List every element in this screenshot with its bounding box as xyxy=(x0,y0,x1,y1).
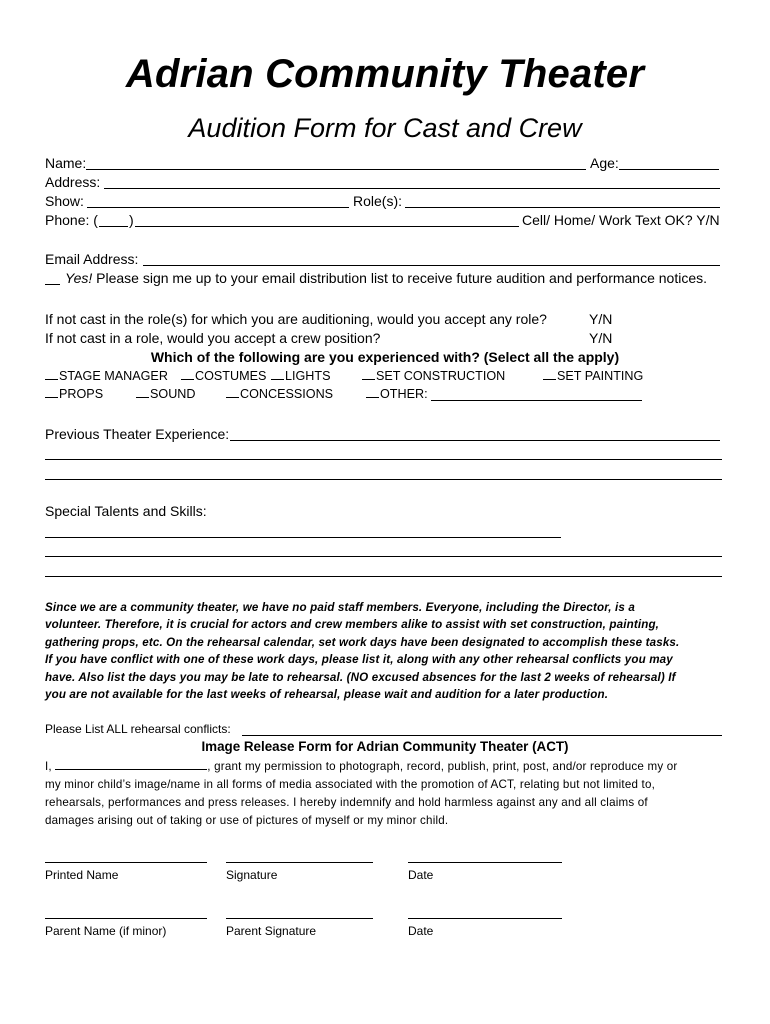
roles-label: Role(s): xyxy=(353,193,403,209)
special-talents-line-1[interactable] xyxy=(45,537,561,538)
phone-area-code-field[interactable] xyxy=(99,226,128,227)
experience-heading: Which of the following are you experienced with? (Select all the apply) xyxy=(150,349,620,365)
email-optin-checkbox[interactable] xyxy=(45,284,60,285)
option-concessions-label: CONCESSIONS xyxy=(240,387,334,401)
special-talents-line-3[interactable] xyxy=(45,576,722,577)
release-line-4: damages arising out of taking or use of pictures of myself or my minor child. xyxy=(45,814,449,827)
email-optin-text: Please sign me up to your email distribution list to receive future audition and performance notices. xyxy=(96,270,708,286)
option-other-label: OTHER: xyxy=(380,387,428,401)
phone-type-label: Cell/ Home/ Work Text OK? Y/N xyxy=(522,212,720,228)
previous-experience-line-2[interactable] xyxy=(45,459,722,460)
page-title: Adrian Community Theater xyxy=(125,52,645,96)
previous-experience-line-1[interactable] xyxy=(230,440,720,441)
release-i-label: I, xyxy=(45,760,52,773)
notice-line-2: volunteer. Therefore, it is crucial for actors and crew members alike to assist with set construction, painting, xyxy=(45,618,660,632)
address-label: Address: xyxy=(45,174,101,190)
option-sound[interactable] xyxy=(136,387,195,401)
special-talents-line-2[interactable] xyxy=(45,556,722,557)
option-set-construction[interactable] xyxy=(362,369,505,383)
email-label: Email Address: xyxy=(45,251,139,267)
name-label: Name: xyxy=(45,155,87,171)
parent-signature-field[interactable] xyxy=(226,918,373,919)
roles-field[interactable] xyxy=(405,207,720,208)
option-costumes[interactable] xyxy=(181,369,266,383)
parent-name-label: Parent Name (if minor) xyxy=(45,924,167,938)
volunteer-notice xyxy=(45,599,725,703)
age-field[interactable] xyxy=(619,169,719,170)
signature-field[interactable] xyxy=(226,862,373,863)
option-props-label: PROPS xyxy=(59,387,104,401)
email-optin xyxy=(65,270,707,286)
option-other-field[interactable] xyxy=(431,400,642,401)
notice-line-4: If you have conflict with one of these work days, please list it, along with any other rehearsal conflicts you may xyxy=(45,653,673,667)
parent-signature-label: Parent Signature xyxy=(226,924,317,938)
release-line-3: rehearsals, performances and press releases. I hereby indemnify and hold harmless against any and all claims of xyxy=(45,796,648,809)
notice-line-6: you are not available for the last weeks of rehearsal, please wait and audition for a later production. xyxy=(45,688,609,702)
option-set-construction-label: SET CONSTRUCTION xyxy=(376,369,506,383)
notice-line-1: Since we are a community theater, we have no paid staff members. Everyone, including the Director, is a xyxy=(45,601,635,614)
notice-line-3: gathering props, etc. On the rehearsal calendar, set work days have been designated to accomplish these tasks. xyxy=(45,635,680,649)
option-sound-label: SOUND xyxy=(150,387,196,401)
release-line-1 xyxy=(45,758,735,776)
signature-label: Signature xyxy=(226,868,278,882)
show-field[interactable] xyxy=(87,207,349,208)
email-optin-yes: Yes! xyxy=(65,270,93,286)
release-line-1-text: , grant my permission to photograph, record, publish, print, post, and/or reproduce my or xyxy=(207,760,678,773)
phone-number-field[interactable] xyxy=(135,226,519,227)
option-lights-label: LIGHTS xyxy=(285,369,331,383)
phone-label: Phone: ( xyxy=(45,212,98,228)
date-field-1[interactable] xyxy=(408,862,562,863)
page-subtitle: Audition Form for Cast and Crew xyxy=(188,113,582,143)
option-set-painting[interactable] xyxy=(543,369,643,383)
printed-name-label: Printed Name xyxy=(45,868,119,882)
question-accept-crew: If not cast in a role, would you accept a crew position? xyxy=(45,330,381,346)
previous-experience-label: Previous Theater Experience: xyxy=(45,426,230,442)
address-field[interactable] xyxy=(104,188,720,189)
release-line-2: my minor child’s image/name in all forms of media associated with the promotion of ACT, relating but not limited to, xyxy=(45,778,656,791)
release-heading: Image Release Form for Adrian Community Theater (ACT) xyxy=(201,739,569,754)
parent-name-field[interactable] xyxy=(45,918,207,919)
option-stage-manager-label: STAGE MANAGER xyxy=(59,369,168,383)
option-props[interactable] xyxy=(45,387,103,401)
phone-paren: ) xyxy=(129,212,134,228)
option-other[interactable] xyxy=(366,387,428,401)
question-accept-crew-answer[interactable]: Y/N xyxy=(589,330,613,346)
option-stage-manager[interactable] xyxy=(45,369,168,383)
date-label-1: Date xyxy=(408,868,434,882)
option-lights[interactable] xyxy=(271,369,331,383)
conflicts-field[interactable] xyxy=(242,735,722,736)
date-field-2[interactable] xyxy=(408,918,562,919)
age-label: Age: xyxy=(590,155,619,171)
conflicts-label: Please List ALL rehearsal conflicts: xyxy=(45,722,231,736)
email-field[interactable] xyxy=(143,265,720,266)
notice-line-5: have. Also list the days you may be late to rehearsal. (NO excused absences for the last 2 weeks of rehearsal) If xyxy=(45,670,676,684)
question-accept-any-role-answer[interactable]: Y/N xyxy=(589,311,613,327)
show-label: Show: xyxy=(45,193,84,209)
date-label-2: Date xyxy=(408,924,434,938)
option-costumes-label: COSTUMES xyxy=(195,369,267,383)
release-name-field[interactable] xyxy=(55,758,207,770)
release-text xyxy=(45,758,735,830)
special-talents-label: Special Talents and Skills: xyxy=(45,503,207,519)
question-accept-any-role: If not cast in the role(s) for which you are auditioning, would you accept any role? xyxy=(45,311,547,327)
printed-name-field[interactable] xyxy=(45,862,207,863)
previous-experience-line-3[interactable] xyxy=(45,479,722,480)
option-concessions[interactable] xyxy=(226,387,333,401)
option-set-painting-label: SET PAINTING xyxy=(557,369,644,383)
name-field[interactable] xyxy=(86,169,586,170)
